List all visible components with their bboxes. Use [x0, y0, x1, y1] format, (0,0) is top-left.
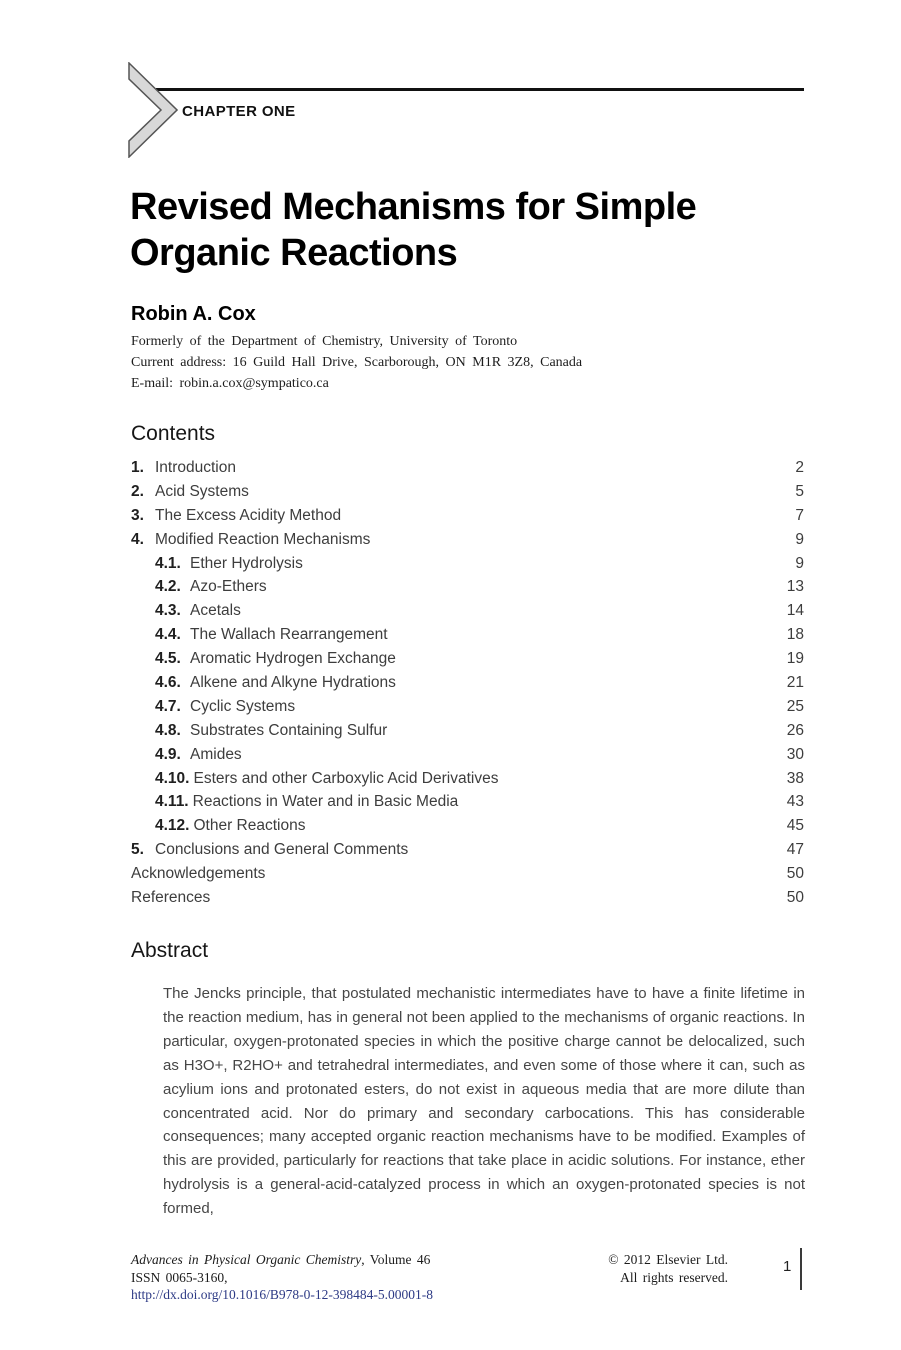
toc-row — [131, 483, 804, 507]
toc-row — [131, 507, 804, 531]
toc-entry-label: The Wallach Rearrangement — [190, 626, 388, 644]
toc-entry-number: 3. — [131, 506, 144, 524]
chapter-header-rule — [156, 88, 804, 91]
toc-entry-label: Aromatic Hydrogen Exchange — [190, 650, 396, 668]
toc-row — [131, 817, 804, 841]
footer-journal-line — [131, 1251, 601, 1269]
toc-entry-label: Esters and other Carboxylic Acid Derivatives — [193, 769, 499, 787]
toc-entry-page: 14 — [786, 602, 804, 620]
toc-row — [131, 626, 804, 650]
toc-entry-number: 1. — [131, 459, 144, 476]
toc-entry-number: 4.11. — [155, 793, 189, 811]
chevron-right-icon — [128, 62, 178, 158]
toc-entry-page: 18 — [786, 626, 804, 644]
footer-copyright — [608, 1251, 728, 1286]
contents-heading: Contents — [131, 422, 216, 445]
toc-row — [131, 889, 804, 913]
toc-entry-page: 38 — [786, 769, 804, 787]
toc-entry-label: Reactions in Water and in Basic Media — [192, 793, 459, 811]
footer-imprint — [131, 1251, 601, 1304]
toc-entry-number: 4.6. — [155, 674, 181, 692]
chapter-label: CHAPTER ONE — [182, 103, 296, 120]
toc-entry-page: 2 — [795, 459, 804, 476]
toc-entry-label: Azo-Ethers — [190, 578, 267, 596]
toc-row — [131, 770, 804, 794]
toc-entry-label: Amides — [190, 745, 242, 763]
toc-row — [131, 793, 804, 817]
toc-entry-page: 43 — [786, 793, 804, 811]
page-title: Revised Mechanisms for Simple Organic Reactions — [130, 186, 697, 274]
toc-entry-number: 4.1. — [155, 554, 181, 572]
toc-entry-page: 9 — [795, 530, 804, 548]
toc-entry-label: The Excess Acidity Method — [155, 506, 342, 524]
toc-row — [131, 722, 804, 746]
affiliation-line: E-mail: robin.a.cox@sympatico.ca — [131, 376, 329, 391]
toc-entry-label: Ether Hydrolysis — [190, 554, 303, 572]
toc-row — [131, 555, 804, 579]
footer-issn-line: ISSN 0065-3160, — [131, 1269, 228, 1285]
toc-entry-label: Modified Reaction Mechanisms — [155, 530, 371, 548]
toc-entry-page: 47 — [786, 841, 804, 859]
journal-title: Advances in Physical Organic Chemistry — [131, 1252, 362, 1267]
toc-entry-page: 50 — [786, 865, 804, 883]
toc-row — [131, 578, 804, 602]
toc-entry-number: 4.7. — [155, 697, 181, 715]
toc-entry-page: 50 — [786, 889, 804, 907]
toc-entry-page: 26 — [786, 721, 804, 739]
toc-row — [131, 602, 804, 626]
toc-entry-number: 4.8. — [155, 721, 181, 739]
table-of-contents — [131, 459, 804, 913]
affiliation-line: Formerly of the Department of Chemistry, University of Toronto — [131, 334, 518, 349]
toc-entry-label: References — [131, 889, 211, 907]
toc-entry-number: 4.4. — [155, 626, 181, 644]
toc-row — [131, 746, 804, 770]
toc-entry-page: 7 — [795, 506, 804, 524]
author-affiliation — [131, 331, 751, 394]
affiliation-line: Current address: 16 Guild Hall Drive, Scarborough, ON M1R 3Z8, Canada — [131, 355, 583, 370]
toc-entry-label: Other Reactions — [193, 817, 306, 835]
page-number: 1 — [783, 1258, 792, 1275]
abstract-text: The Jencks principle, that postulated mechanistic intermediates have to have a finite lifetime in the reaction medium, has in general not been applied to the mechanisms of organic reactions. In particular, oxygen-protonated species in which the positive charge cannot be delocalized, such as H3O+, R2HO+ and tetrahedral intermediates, and even some of those where it can, such as acylium ions and protonated esters, do not exist in aqueous media that are more dilute than concentrated acid. Nor do primary and secondary carbocations. This has considerable consequences; many accepted organic reaction mechanisms have to be modified. Examples of this are provided, particularly for reactions that take place in acidic solutions. For instance, ether hydrolysis is a general-acid-catalyzed process in which an oxygen-protonated species is not formed, — [163, 985, 805, 1218]
toc-entry-page: 5 — [795, 482, 804, 500]
toc-entry-label: Cyclic Systems — [190, 697, 296, 715]
toc-entry-number: 4.2. — [155, 578, 181, 596]
toc-row — [131, 650, 804, 674]
page-number-bar — [800, 1248, 802, 1290]
toc-entry-number: 4. — [131, 530, 144, 548]
toc-entry-number: 5. — [131, 841, 144, 859]
toc-row — [131, 841, 804, 865]
toc-entry-label: Alkene and Alkyne Hydrations — [190, 674, 396, 692]
toc-entry-page: 13 — [786, 578, 804, 596]
toc-entry-number: 2. — [131, 482, 144, 500]
toc-row — [131, 865, 804, 889]
copyright-line: © 2012 Elsevier Ltd. — [608, 1252, 728, 1267]
toc-entry-label: Acknowledgements — [131, 865, 266, 883]
toc-entry-page: 25 — [786, 697, 804, 715]
toc-entry-page: 45 — [786, 817, 804, 835]
toc-entry-label: Conclusions and General Comments — [155, 841, 409, 859]
toc-entry-label: Acid Systems — [155, 482, 249, 500]
toc-row — [131, 674, 804, 698]
doi-link[interactable]: http://dx.doi.org/10.1016/B978-0-12-398484-5.00001-8 — [131, 1287, 433, 1302]
toc-entry-page: 9 — [795, 554, 804, 572]
rights-line: All rights reserved. — [620, 1269, 728, 1285]
toc-entry-label: Acetals — [190, 602, 241, 620]
toc-entry-number: 4.5. — [155, 650, 181, 668]
toc-entry-page: 19 — [786, 650, 804, 668]
toc-row — [131, 698, 804, 722]
toc-row — [131, 531, 804, 555]
journal-volume: , Volume 46 — [361, 1252, 431, 1267]
toc-entry-number: 4.12. — [155, 817, 190, 835]
abstract-heading: Abstract — [131, 939, 209, 962]
toc-entry-number: 4.3. — [155, 602, 181, 620]
toc-entry-number: 4.10. — [155, 769, 190, 787]
toc-entry-page: 30 — [786, 745, 804, 763]
author-name: Robin A. Cox — [131, 303, 256, 325]
toc-entry-label: Introduction — [155, 459, 236, 476]
toc-row — [131, 459, 804, 483]
toc-entry-number: 4.9. — [155, 745, 181, 763]
toc-entry-page: 21 — [786, 674, 804, 692]
toc-entry-label: Substrates Containing Sulfur — [190, 721, 388, 739]
